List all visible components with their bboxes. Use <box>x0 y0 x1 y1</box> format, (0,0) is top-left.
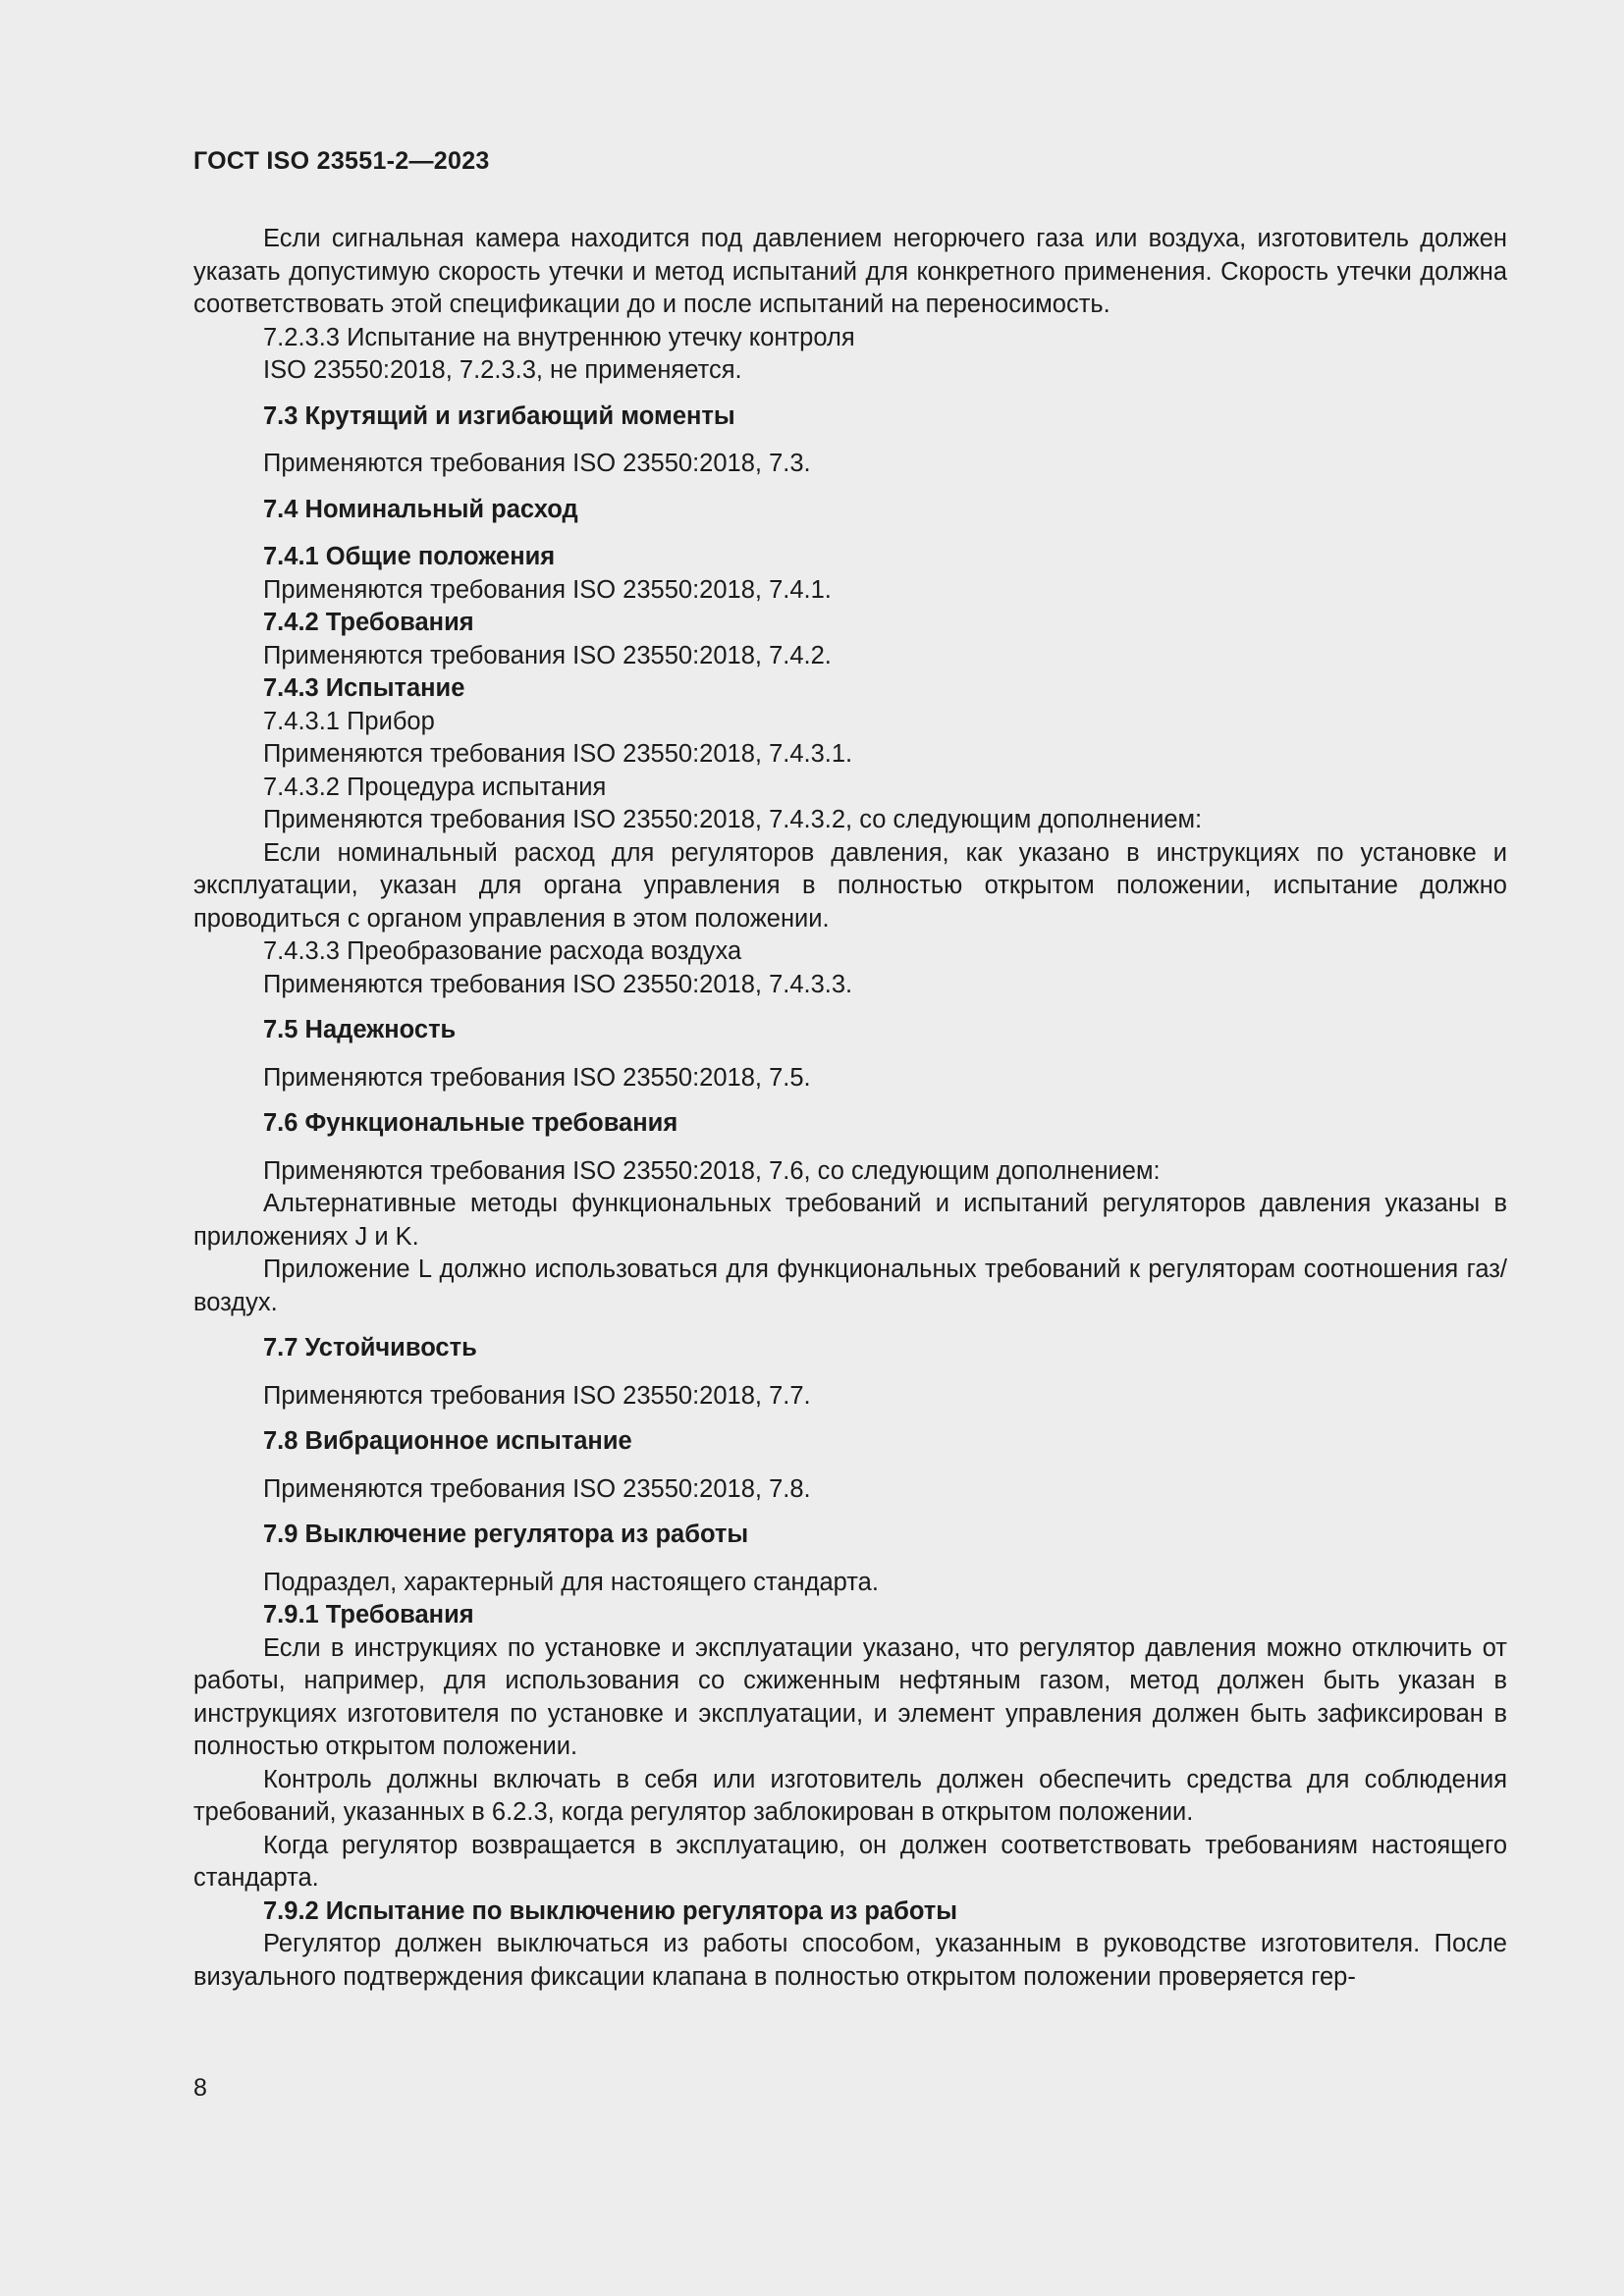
paragraph: 7.4.3.3 Преобразование расхода воздуха <box>263 937 742 965</box>
paragraph: Когда регулятор возвращается в эксплуатацию, он должен соответствовать требованиям настоящего стандарта. <box>193 1831 1507 1892</box>
section-heading: 7.6 Функциональные требования <box>263 1109 678 1137</box>
section-heading: 7.9 Выключение регулятора из работы <box>263 1521 749 1548</box>
paragraph: Применяются требования ISO 23550:2018, 7.3. <box>263 450 811 477</box>
paragraph: Применяются требования ISO 23550:2018, 7.6, со следующим дополнением: <box>263 1156 1161 1185</box>
paragraph: Регулятор должен выключаться из работы способом, указанным в руководстве изготовителя. После визуального подтверждения фиксации клапана в полностью открытом положении проверяется гер- <box>193 1930 1507 1991</box>
paragraph: Применяются требования ISO 23550:2018, 7.4.2. <box>263 641 832 669</box>
paragraph: Применяются требования ISO 23550:2018, 7.4.3.2, со следующим дополнением: <box>263 806 1203 833</box>
subsection-heading: 7.9.2 Испытание по выключению регулятора из работы <box>263 1896 958 1925</box>
section-heading: 7.7 Устойчивость <box>263 1334 477 1362</box>
paragraph: Приложение L должно использоваться для функциональных требований к регуляторам соотношения газ/воздух. <box>193 1255 1507 1316</box>
paragraph: Подраздел, характерный для настоящего стандарта. <box>263 1568 879 1596</box>
subsection-heading: 7.4.3 Испытание <box>263 674 465 702</box>
page-number: 8 <box>193 2074 207 2102</box>
paragraph: ISO 23550:2018, 7.2.3.3, не применяется. <box>263 356 742 384</box>
document-body <box>193 223 1507 1994</box>
paragraph: Применяются требования ISO 23550:2018, 7.4.1. <box>263 575 832 604</box>
subsection-heading: 7.4.1 Общие положения <box>263 543 556 570</box>
document-header: ГОСТ ISO 23551-2—2023 <box>193 147 490 175</box>
paragraph: Если номинальный расход для регуляторов давления, как указано в инструкциях по установке и эксплуатации, указан для органа управления в полностью открытом положении, испытание должно проводиться с органом управления в этом положении. <box>193 838 1507 933</box>
paragraph: Контроль должны включать в себя или изготовитель должен обеспечить средства для соблюдения требований, указанных в 6.2.3, когда регулятор заблокирован в открытом положении. <box>193 1765 1507 1826</box>
subsection-heading: 7.4.2 Требования <box>263 609 474 636</box>
paragraph: Если сигнальная камера находится под давлением негорючего газа или воздуха, изготовитель должен указать допустимую скорость утечки и метод испытаний для конкретного применения. Скорость утечки должна соответствовать этой спецификации до и после испытаний на переносимость. <box>193 225 1507 318</box>
paragraph: Применяются требования ISO 23550:2018, 7.8. <box>263 1474 811 1503</box>
section-heading: 7.3 Крутящий и изгибающий моменты <box>263 401 735 430</box>
paragraph: 7.2.3.3 Испытание на внутреннюю утечку контроля <box>263 323 855 351</box>
subsection-heading: 7.9.1 Требования <box>263 1601 474 1629</box>
section-heading: 7.5 Надежность <box>263 1016 457 1043</box>
paragraph: Применяются требования ISO 23550:2018, 7.4.3.3. <box>263 970 853 998</box>
paragraph: Применяются требования ISO 23550:2018, 7.5. <box>263 1063 811 1092</box>
paragraph: Применяются требования ISO 23550:2018, 7.7. <box>263 1381 811 1410</box>
section-heading: 7.8 Вибрационное испытание <box>263 1427 632 1455</box>
section-heading: 7.4 Номинальный расход <box>263 495 578 523</box>
paragraph: Применяются требования ISO 23550:2018, 7.4.3.1. <box>263 740 853 768</box>
paragraph: Альтернативные методы функциональных требований и испытаний регуляторов давления указаны в приложениях J и K. <box>193 1190 1507 1251</box>
paragraph: Если в инструкциях по установке и эксплуатации указано, что регулятор давления можно отключить от работы, например, для использования со сжиженным нефтяным газом, метод должен быть указан в инструкциях изготовителя по установке и эксплуатации, и элемент управления должен быть зафиксирован в полностью открытом положении. <box>193 1633 1507 1760</box>
paragraph: 7.4.3.1 Прибор <box>263 707 435 735</box>
paragraph: 7.4.3.2 Процедура испытания <box>263 773 607 801</box>
